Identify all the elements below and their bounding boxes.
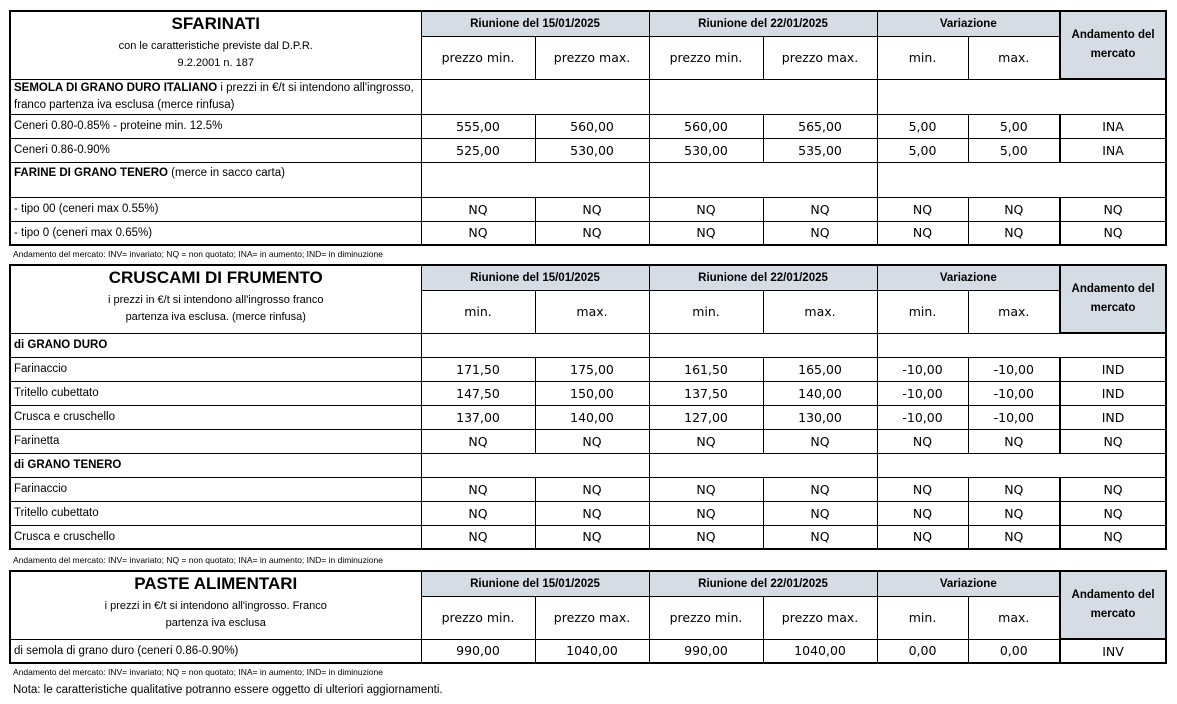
value-andamento: IND [1060,381,1166,405]
value-riunione2-min: NQ [649,221,763,245]
value-andamento: NQ [1060,501,1166,525]
value-variazione-min: NQ [877,501,968,525]
value-variazione-max: -10,00 [968,405,1060,429]
value-riunione2-max: NQ [763,477,877,501]
subheader-prezzo-min: prezzo min. [421,36,535,79]
section-subtitle: i prezzi in €/t si intendono all'ingrosso franco [108,294,324,306]
value-andamento: INA [1060,114,1166,138]
value-riunione1-max: NQ [535,525,649,549]
subheader-max: max. [535,290,649,333]
value-riunione2-max: 1040,00 [763,639,877,663]
section-row [10,333,1166,357]
value-variazione-min: -10,00 [877,381,968,405]
value-variazione-max: NQ [968,501,1060,525]
row-label: - tipo 0 (ceneri max 0.65%) [10,221,421,245]
table-row [10,501,1166,525]
value-riunione2-min: 560,00 [649,114,763,138]
value-riunione2-max: NQ [763,429,877,453]
section-title: CRUSCAMI DI FRUMENTO [108,268,323,287]
final-note: Nota: le caratteristiche qualitative potranno essere oggetto di ulteriori aggiornamenti. [13,684,443,696]
value-variazione-max: 5,00 [968,138,1060,162]
value-riunione1-min: NQ [421,525,535,549]
table-row [10,405,1166,429]
value-riunione2-min: 127,00 [649,405,763,429]
table-row [10,477,1166,501]
table-row [10,639,1166,663]
header-riunione-1: Riunione del 15/01/2025 [421,265,649,290]
subheader-max: max. [968,36,1060,79]
value-variazione-min: NQ [877,525,968,549]
paste-table [9,570,1167,664]
subheader-max: max. [968,290,1060,333]
header-riunione-2: Riunione del 22/01/2025 [649,265,877,290]
subheader-prezzo-min: prezzo min. [649,36,763,79]
value-variazione-max: 0,00 [968,639,1060,663]
section-label: di GRANO DURO [10,333,421,357]
subheader-prezzo-max: prezzo max. [535,596,649,639]
value-variazione-max: NQ [968,477,1060,501]
value-variazione-min: 5,00 [877,138,968,162]
value-variazione-max: -10,00 [968,381,1060,405]
subheader-min: min. [421,290,535,333]
subheader-min: min. [877,36,968,79]
section-label: SEMOLA DI GRANO DURO ITALIANO i prezzi in €/t si intendono all'ingrosso, franco partenza iva esclusa (merce rinfusa) [10,79,421,114]
value-riunione1-min: 990,00 [421,639,535,663]
table-row [10,138,1166,162]
value-riunione2-min: 161,50 [649,357,763,381]
subheader-prezzo-max: prezzo max. [535,36,649,79]
subheader-prezzo-min: prezzo min. [421,596,535,639]
table-row [10,221,1166,245]
legend-note: Andamento del mercato: INV= invariato; NQ = non quotato; INA= in aumento; IND= in diminuzione [13,555,383,565]
value-riunione1-min: 555,00 [421,114,535,138]
row-label: di semola di grano duro (ceneri 0.86-0.90%) [10,639,421,663]
value-riunione1-max: NQ [535,501,649,525]
value-riunione1-max: NQ [535,221,649,245]
section-row [10,453,1166,477]
value-variazione-max: 5,00 [968,114,1060,138]
value-riunione1-min: NQ [421,501,535,525]
header-riunione-2: Riunione del 22/01/2025 [649,11,877,36]
table-row [10,357,1166,381]
value-riunione1-max: NQ [535,429,649,453]
value-variazione-max: NQ [968,525,1060,549]
subheader-min: min. [877,596,968,639]
table-row [10,525,1166,549]
value-riunione1-max: NQ [535,197,649,221]
sfarinati-table [9,10,1167,246]
row-label: Farinaccio [10,357,421,381]
value-riunione2-max: NQ [763,501,877,525]
subheader-prezzo-max: prezzo max. [763,36,877,79]
subheader-max: max. [968,596,1060,639]
value-riunione1-max: 140,00 [535,405,649,429]
value-riunione2-min: 990,00 [649,639,763,663]
row-label: Farinaccio [10,477,421,501]
value-riunione2-max: NQ [763,197,877,221]
section-title: PASTE ALIMENTARI [134,574,298,593]
value-variazione-min: NQ [877,477,968,501]
value-riunione2-min: NQ [649,429,763,453]
header-riunione-1: Riunione del 15/01/2025 [421,571,649,596]
header-andamento: Andamento del mercato [1060,265,1166,333]
section-subtitle: partenza iva esclusa. (merce rinfusa) [125,311,306,323]
subheader-min: min. [649,290,763,333]
value-riunione1-min: 137,00 [421,405,535,429]
header-variazione: Variazione [877,11,1060,36]
header-andamento: Andamento del mercato [1060,11,1166,79]
header-variazione: Variazione [877,265,1060,290]
value-riunione1-max: 1040,00 [535,639,649,663]
section-subtitle: partenza iva esclusa [165,617,266,629]
value-variazione-max: NQ [968,197,1060,221]
row-label: Ceneri 0.80-0.85% - proteine min. 12.5% [10,114,421,138]
section-subtitle: 9.2.2001 n. 187 [177,57,254,69]
value-riunione2-min: NQ [649,501,763,525]
value-riunione1-min: NQ [421,429,535,453]
value-variazione-min: NQ [877,429,968,453]
header-riunione-2: Riunione del 22/01/2025 [649,571,877,596]
value-riunione2-min: 530,00 [649,138,763,162]
legend-note: Andamento del mercato: INV= invariato; NQ = non quotato; INA= in aumento; IND= in diminuzione [13,667,383,677]
header-riunione-1: Riunione del 15/01/2025 [421,11,649,36]
value-riunione1-max: 175,00 [535,357,649,381]
value-riunione2-max: 140,00 [763,381,877,405]
value-andamento: NQ [1060,525,1166,549]
value-riunione1-min: NQ [421,197,535,221]
value-andamento: IND [1060,405,1166,429]
value-riunione1-max: 560,00 [535,114,649,138]
value-variazione-min: NQ [877,221,968,245]
value-andamento: NQ [1060,477,1166,501]
value-variazione-max: NQ [968,221,1060,245]
value-riunione2-min: 137,50 [649,381,763,405]
value-riunione1-min: 171,50 [421,357,535,381]
value-riunione2-max: 165,00 [763,357,877,381]
section-row [10,79,1166,114]
table-row [10,114,1166,138]
value-riunione2-max: 565,00 [763,114,877,138]
value-riunione2-max: 130,00 [763,405,877,429]
table-row [10,381,1166,405]
header-variazione: Variazione [877,571,1060,596]
value-riunione1-max: 530,00 [535,138,649,162]
value-riunione2-min: NQ [649,197,763,221]
paste-title-cell [10,571,421,639]
row-label: Ceneri 0.86-0.90% [10,138,421,162]
value-riunione2-min: NQ [649,525,763,549]
row-label: Tritello cubettato [10,381,421,405]
legend-note: Andamento del mercato: INV= invariato; NQ = non quotato; INA= in aumento; IND= in diminuzione [13,249,383,259]
section-label: FARINE DI GRANO TENERO (merce in sacco carta) [10,162,421,197]
value-riunione1-max: 150,00 [535,381,649,405]
row-label: - tipo 00 (ceneri max 0.55%) [10,197,421,221]
section-label: di GRANO TENERO [10,453,421,477]
value-riunione2-max: NQ [763,221,877,245]
section-row [10,162,1166,197]
subheader-max: max. [763,290,877,333]
table-row [10,429,1166,453]
value-andamento: INA [1060,138,1166,162]
section-subtitle: i prezzi in €/t si intendono all'ingrosso. Franco [104,600,327,612]
value-variazione-max: -10,00 [968,357,1060,381]
value-riunione1-min: 525,00 [421,138,535,162]
value-andamento: NQ [1060,197,1166,221]
value-riunione1-min: NQ [421,477,535,501]
section-subtitle: con le caratteristiche previste dal D.P.R. [118,40,313,52]
value-variazione-min: -10,00 [877,405,968,429]
value-riunione2-max: NQ [763,525,877,549]
value-variazione-max: NQ [968,429,1060,453]
subheader-prezzo-max: prezzo max. [763,596,877,639]
section-title: SFARINATI [171,14,260,33]
value-variazione-min: -10,00 [877,357,968,381]
value-riunione1-min: 147,50 [421,381,535,405]
row-label: Farinetta [10,429,421,453]
subheader-min: min. [877,290,968,333]
table-row [10,197,1166,221]
value-riunione1-min: NQ [421,221,535,245]
header-andamento: Andamento del mercato [1060,571,1166,639]
row-label: Crusca e cruschello [10,525,421,549]
value-andamento: IND [1060,357,1166,381]
row-label: Crusca e cruschello [10,405,421,429]
value-andamento: INV [1060,639,1166,663]
value-riunione2-max: 535,00 [763,138,877,162]
row-label: Tritello cubettato [10,501,421,525]
sfarinati-title-cell [10,11,421,79]
value-variazione-min: 5,00 [877,114,968,138]
value-riunione1-max: NQ [535,477,649,501]
value-variazione-min: NQ [877,197,968,221]
cruscami-title-cell [10,265,421,333]
value-andamento: NQ [1060,221,1166,245]
cruscami-table [9,264,1167,550]
value-variazione-min: 0,00 [877,639,968,663]
subheader-prezzo-min: prezzo min. [649,596,763,639]
value-andamento: NQ [1060,429,1166,453]
value-riunione2-min: NQ [649,477,763,501]
